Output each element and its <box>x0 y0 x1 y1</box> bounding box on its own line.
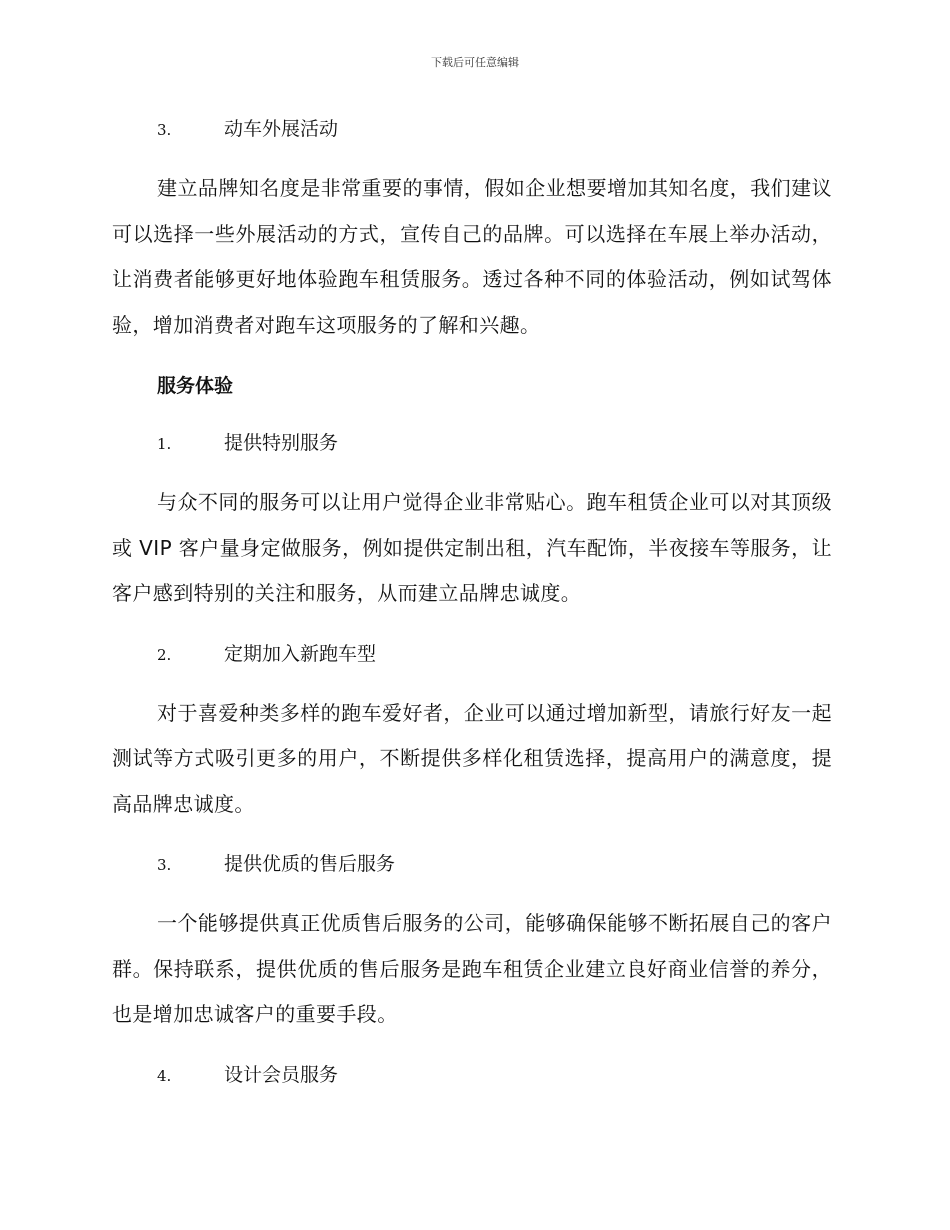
paragraph-after-sales: 一个能够提供真正优质售后服务的公司，能够确保能够不断拓展自己的客户群。保持联系，提供优质的售后服务是跑车租赁企业建立良好商业信誉的养分，也是增加忠诚客户的重要手段。 <box>112 911 832 1026</box>
list-title: 提供特别服务 <box>224 432 339 454</box>
list-number: 2. <box>157 645 172 664</box>
section-heading: 服务体验 <box>157 375 234 397</box>
list-item-membership <box>112 1054 832 1096</box>
list-number: 3. <box>157 856 172 874</box>
list-number: 4. <box>157 1066 172 1085</box>
list-item-exhibition <box>112 108 832 150</box>
paragraph-exhibition: 建立品牌知名度是非常重要的事情，假如企业想要增加其知名度，我们建议可以选择一些外展活动的方式，宣传自己的品牌。可以选择在车展上举办活动，让消费者能够更好地体验跑车租赁服务。透过各种不同的体验活动，例如试驾体验，增加消费者对跑车这项服务的了解和兴趣。 <box>112 176 832 337</box>
list-item-new-models <box>112 633 832 675</box>
list-title: 动车外展活动 <box>224 118 339 140</box>
paragraph-new-models: 对于喜爱种类多样的跑车爱好者，企业可以通过增加新型，请旅行好友一起测试等方式吸引更多的用户，不断提供多样化租赁选择，提高用户的满意度，提高品牌忠诚度。 <box>112 700 832 816</box>
list-item-special-service <box>112 422 832 464</box>
list-number: 3. <box>157 121 172 139</box>
list-title: 设计会员服务 <box>224 1063 339 1086</box>
list-number: 1. <box>157 435 172 453</box>
list-item-after-sales <box>112 843 832 885</box>
page-header: 下载后可任意编辑 <box>431 56 519 69</box>
document-body <box>112 108 832 1112</box>
list-title: 定期加入新跑车型 <box>224 642 377 665</box>
list-title: 提供优质的售后服务 <box>224 853 396 875</box>
paragraph-special-service: 与众不同的服务可以让用户觉得企业非常贴心。跑车租赁企业可以对其顶级或 VIP 客户量身定做服务，例如提供定制出租，汽车配饰，半夜接车等服务，让客户感到特别的关注和服务，从而建立品牌忠诚度。 <box>112 490 832 605</box>
